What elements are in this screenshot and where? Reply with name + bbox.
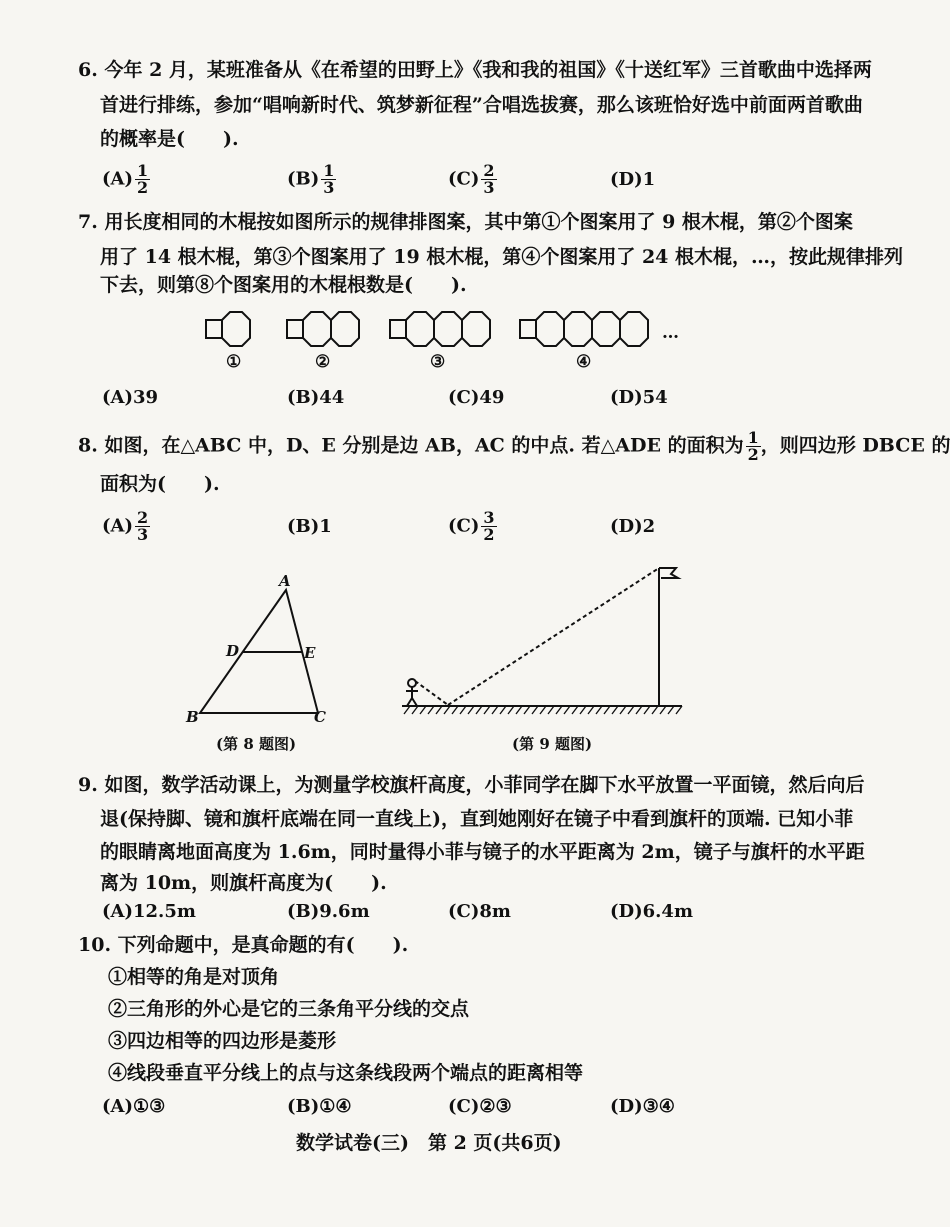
q9-option-c: (C)8m (448, 901, 511, 922)
q8-vertex-d: D (226, 642, 240, 660)
q8-stem-line2: 面积为( ). (100, 473, 220, 495)
q10-item-4: ④线段垂直平分线上的点与这条线段两个端点的距离相等 (108, 1062, 584, 1084)
q8-vertex-b: B (186, 708, 199, 726)
q6-option-a: (A) $\frac{1}{2}$ (102, 161, 149, 197)
q7-option-b: (B)44 (287, 387, 345, 408)
q8-option-a: (A) $\frac{2}{3}$ (102, 508, 149, 544)
q10-option-a: (A)①③ (102, 1096, 166, 1117)
q9-option-d: (D)6.4m (610, 901, 694, 922)
q6-option-c: (C) $\frac{2}{3}$ (448, 161, 495, 197)
q10-option-c: (C)②③ (448, 1096, 512, 1117)
q7-option-c: (C)49 (448, 387, 505, 408)
q8-vertex-a: A (279, 572, 291, 590)
q10-item-2: ②三角形的外心是它的三条角平分线的交点 (108, 998, 470, 1020)
q6-stem-line1: 6. 今年 2 月，某班准备从《在希望的田野上》《我和我的祖国》《十送红军》三首歌曲中选择两 (78, 59, 872, 81)
q6-stem-line2: 首进行排练，参加“唱响新时代、筑梦新征程”合唱选拔赛，那么该班恰好选中前面两首歌曲 (100, 94, 863, 116)
q10-option-b: (B)①④ (287, 1096, 352, 1117)
q7-figure-label-4: ④ (576, 352, 592, 372)
q10-item-3: ③四边相等的四边形是菱形 (108, 1030, 337, 1052)
q10-stem: 10. 下列命题中，是真命题的有( ). (78, 934, 409, 956)
q7-option-a: (A)39 (102, 387, 159, 408)
q6-stem-line3: 的概率是( ). (100, 128, 239, 150)
q9-figure-caption: (第 9 题图) (512, 735, 593, 753)
q9-stem-line3: 的眼睛离地面高度为 1.6m，同时量得小菲与镜子的水平距离为 2m，镜子与旗杆的水平距 (100, 841, 865, 863)
q6-option-b: (B) $\frac{1}{3}$ (287, 161, 335, 197)
q8-option-d: (D)2 (610, 516, 656, 537)
q8-option-c: (C) $\frac{3}{2}$ (448, 508, 495, 544)
q6-option-d: (D)1 (610, 169, 656, 190)
q9-option-b: (B)9.6m (287, 901, 370, 922)
q10-option-d: (D)③④ (610, 1096, 675, 1117)
q9-stem-line4: 离为 10m，则旗杆高度为( ). (100, 872, 387, 894)
q8-figure-caption: (第 8 题图) (216, 735, 297, 753)
q8-vertex-c: C (314, 708, 326, 726)
q7-stem-line2: 用了 14 根木棍，第③个图案用了 19 根木棍，第④个图案用了 24 根木棍，…，按此规律排列 (100, 246, 904, 268)
q7-option-d: (D)54 (610, 387, 668, 408)
q9-stem-line2: 退(保持脚、镜和旗杆底端在同一直线上)，直到她刚好在镜子中看到旗杆的顶端. 已知小菲 (100, 808, 854, 830)
q8-stem-line1: 8. 如图，在△ABC 中，D、E 分别是边 AB，AC 的中点. 若△ADE 的面积为 $\frac{1}{2}$ ，则四边形 DBCE 的 (78, 428, 950, 464)
q7-ellipsis: … (662, 323, 679, 343)
q7-figure-label-1: ① (226, 352, 242, 372)
q9-option-a: (A)12.5m (102, 901, 196, 922)
q8-option-b: (B)1 (287, 516, 332, 537)
q10-item-1: ①相等的角是对顶角 (108, 966, 280, 988)
q7-stem-line1: 7. 用长度相同的木棍按如图所示的规律排图案，其中第①个图案用了 9 根木棍，第②个图案 (78, 211, 853, 233)
q8-vertex-e: E (304, 644, 316, 662)
q7-figure-label-2: ② (315, 352, 331, 372)
q9-stem-line1: 9. 如图，数学活动课上，为测量学校旗杆高度，小菲同学在脚下水平放置一平面镜，然后向后 (78, 774, 865, 796)
q7-figure-label-3: ③ (430, 352, 446, 372)
q7-stem-line3: 下去，则第⑧个图案用的木棍根数是( ). (100, 274, 467, 296)
page-footer: 数学试卷(三) 第 2 页(共6页) (296, 1132, 562, 1154)
